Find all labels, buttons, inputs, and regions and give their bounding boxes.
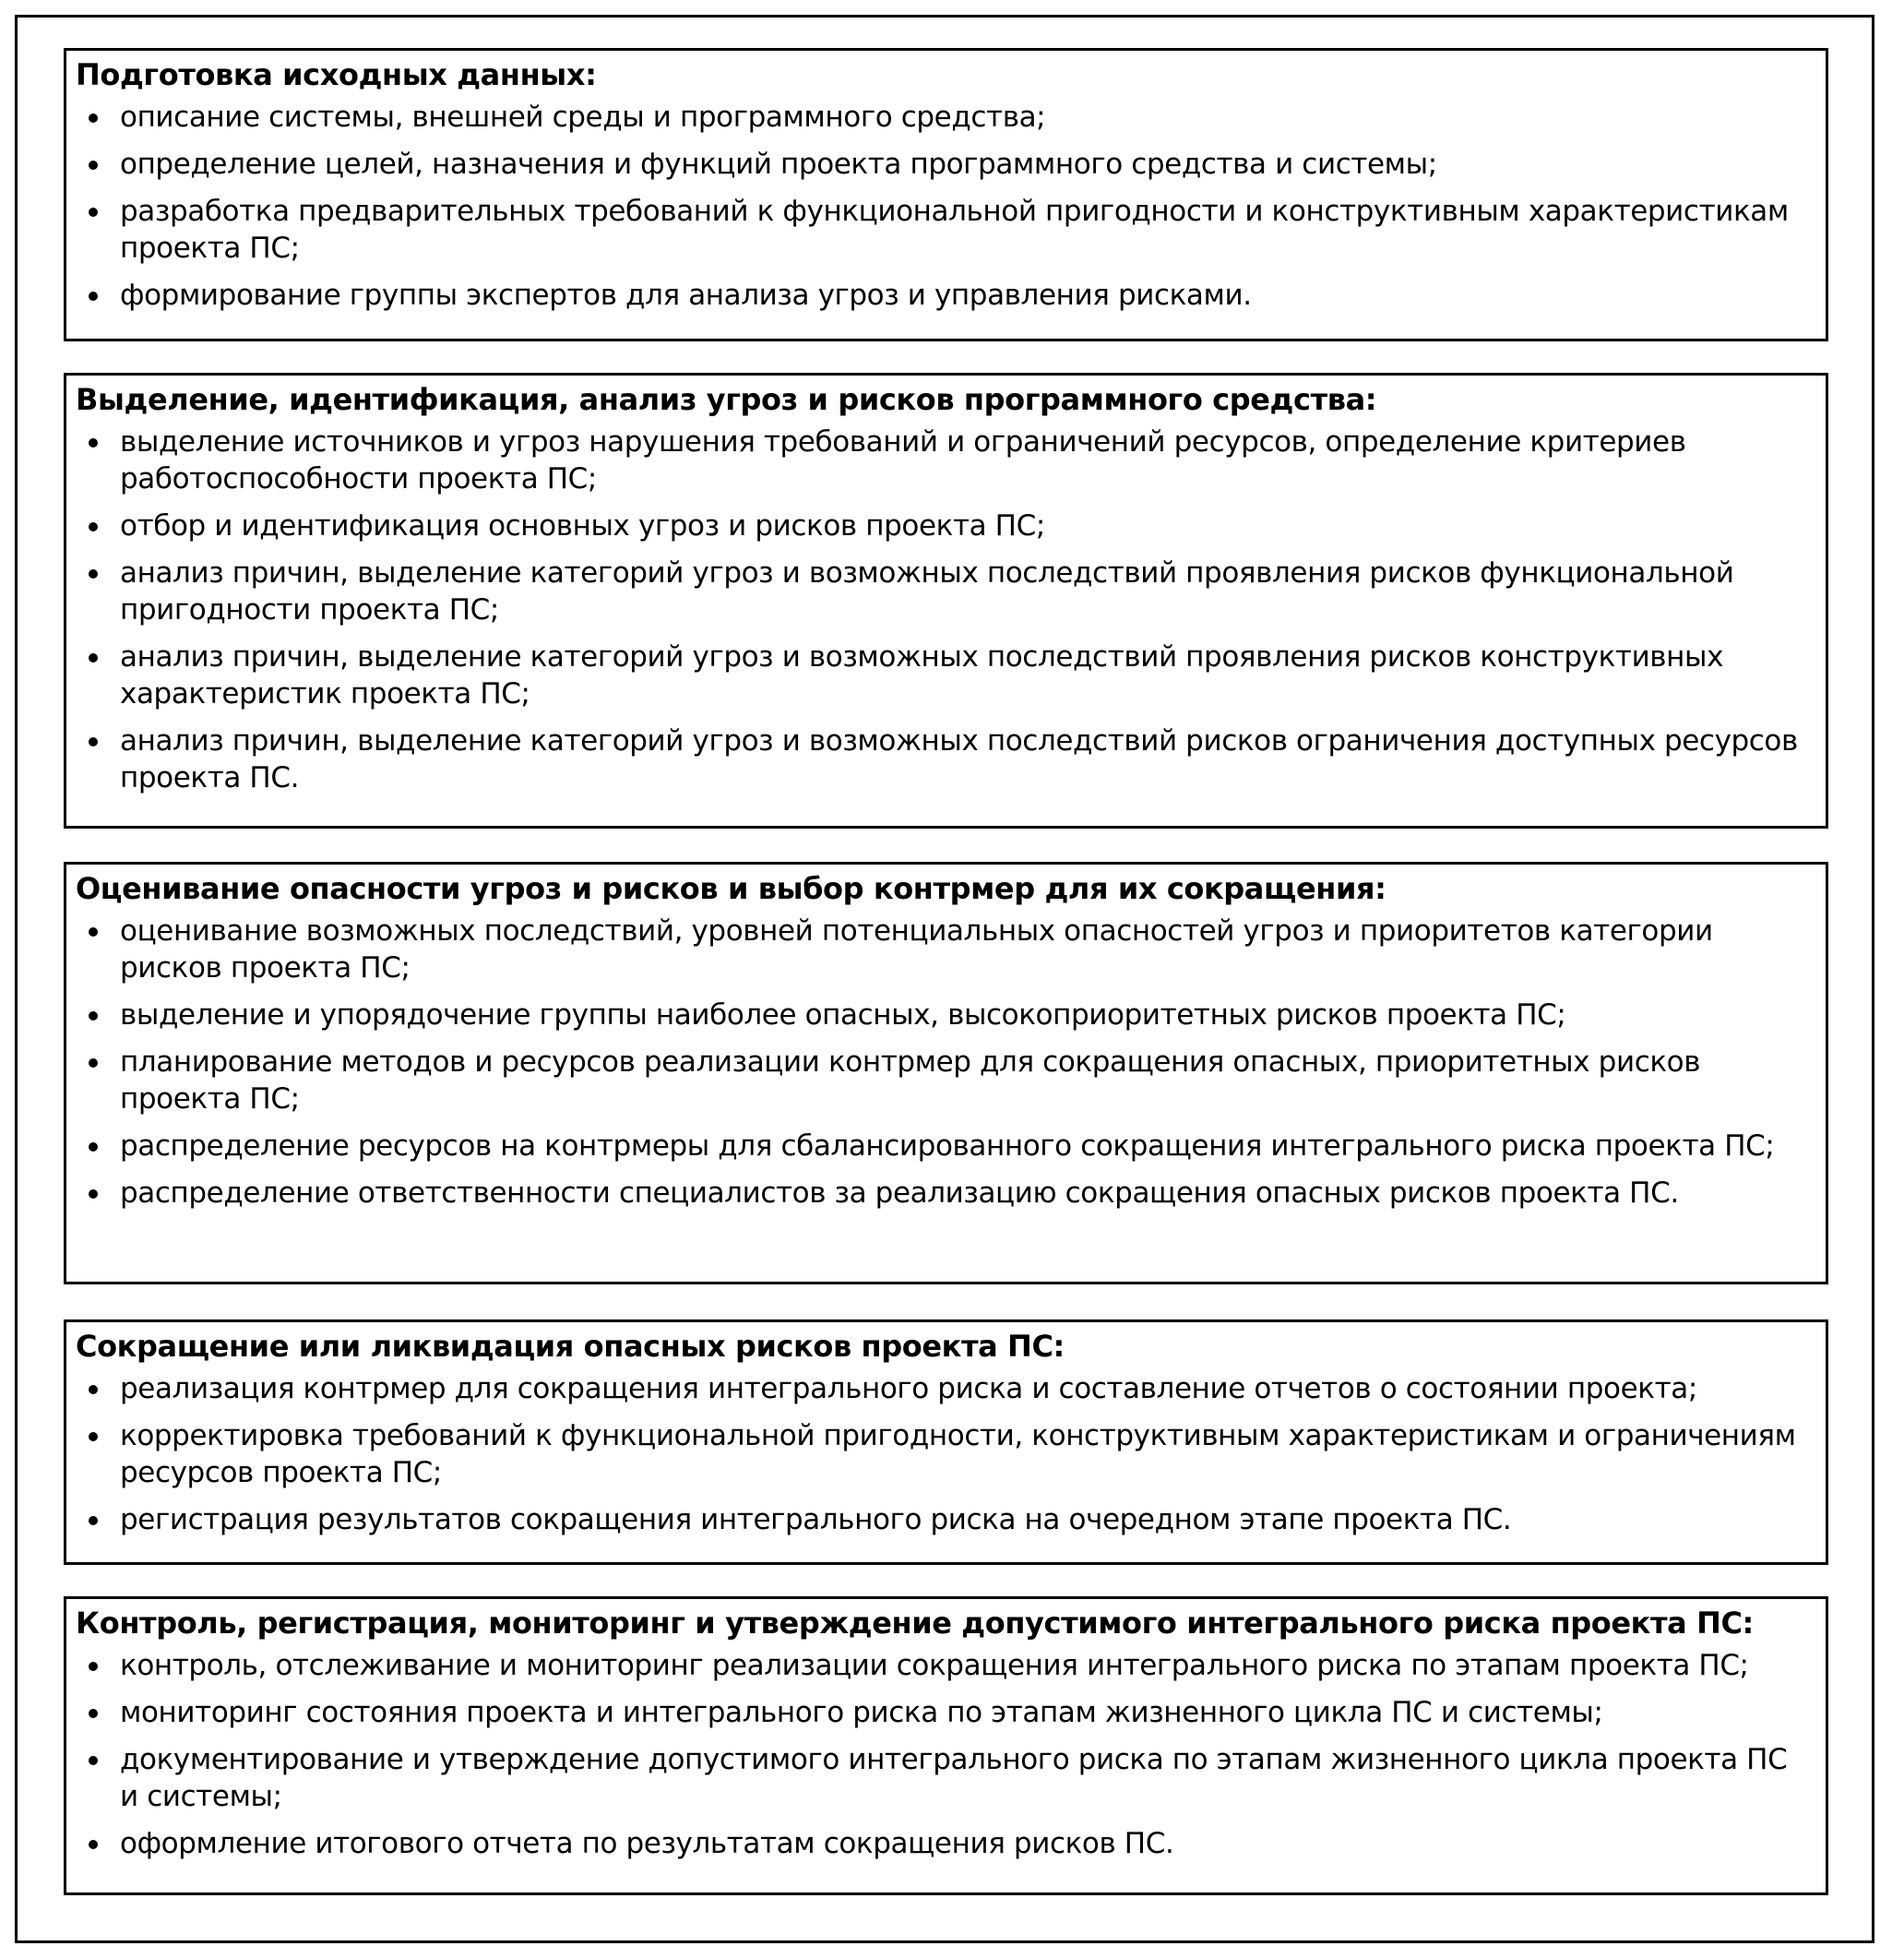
stage-title: Выделение, идентификация, анализ угроз и рисков программного средства: [76, 382, 1377, 417]
list-item [76, 507, 1813, 544]
bullet-icon [89, 1432, 98, 1441]
list-item [76, 1128, 1813, 1164]
list-item-text: распределение ресурсов на контрмеры для сбалансированного сокращения интегрального риска проекта ПС; [120, 1129, 1775, 1163]
bullet-icon [89, 1058, 98, 1068]
list-item-text: оценивание возможных последствий, уровней потенциальных опасностей угроз и приоритетов категории рисков проекта ПС; [120, 914, 1713, 985]
list-item-text: анализ причин, выделение категорий угроз и возможных последствий рисков ограничения доступных ресурсов проекта ПС. [120, 724, 1798, 794]
bullet-icon [89, 1516, 98, 1525]
stage-title: Сокращение или ликвидация опасных рисков проекта ПС: [76, 1329, 1065, 1364]
bullet-icon [89, 1385, 98, 1394]
bullet-icon [89, 438, 98, 448]
bullet-icon [89, 161, 98, 170]
bullet-icon [89, 1756, 98, 1765]
stage-block-risk-reduction [64, 1319, 1828, 1565]
list-item-text: определение целей, назначения и функций проекта программного средства и системы; [120, 148, 1437, 181]
bullet-icon [89, 113, 98, 123]
bullet-icon [89, 569, 98, 579]
list-item-text: отбор и идентификация основных угроз и рисков проекта ПС; [120, 509, 1045, 543]
bullet-icon [89, 208, 98, 217]
list-item [76, 1175, 1813, 1212]
list-item [76, 1694, 1813, 1731]
stage-title: Подготовка исходных данных: [76, 57, 597, 92]
bullet-icon [89, 1709, 98, 1718]
stage-block-input-data [64, 48, 1828, 341]
bullet-icon [89, 292, 98, 301]
list-item-text: корректировка требований к функциональной пригодности, конструктивным характеристикам и ограничениям ресурсов проекта ПС; [120, 1419, 1796, 1489]
list-item-text: описание системы, внешней среды и программного средства; [120, 101, 1046, 134]
list-item-text: выделение источников и угроз нарушения требований и ограничений ресурсов, определение критериев работоспособности проекта ПС; [120, 425, 1686, 495]
bullet-icon [89, 927, 98, 937]
list-item [76, 1825, 1813, 1862]
stage-block-risk-assessment [64, 862, 1828, 1284]
list-item-text: анализ причин, выделение категорий угроз и возможных последствий проявления рисков конструктивных характеристик проекта ПС; [120, 640, 1724, 710]
list-item-text: анализ причин, выделение категорий угроз и возможных последствий проявления рисков функциональной пригодности проекта ПС; [120, 556, 1734, 627]
list-item [76, 1370, 1813, 1407]
list-item [76, 1647, 1813, 1684]
list-item [76, 146, 1813, 183]
bullet-icon [89, 653, 98, 663]
bullet-icon [89, 522, 98, 531]
stage-block-monitoring [64, 1596, 1828, 1895]
list-item-text: контроль, отслеживание и мониторинг реализации сокращения интегрального риска по этапам проекта ПС; [120, 1649, 1749, 1682]
list-item [76, 1044, 1813, 1117]
stage-title: Контроль, регистрация, мониторинг и утверждение допустимого интегрального риска проекта ПС: [76, 1606, 1754, 1641]
list-item-text: оформление итогового отчета по результатам сокращения рисков ПС. [120, 1827, 1174, 1860]
list-item-text: разработка предварительных требований к функциональной пригодности и конструктивным характеристикам проекта ПС; [120, 195, 1789, 265]
list-item [76, 1501, 1813, 1538]
stage-block-threat-identification [64, 373, 1828, 829]
bullet-icon [89, 1142, 98, 1152]
list-item-text: выделение и упорядочение группы наиболее опасных, высокоприоритетных рисков проекта ПС; [120, 998, 1566, 1032]
list-item [76, 193, 1813, 267]
list-item [76, 639, 1813, 712]
list-item-text: планирование методов и ресурсов реализации контрмер для сокращения опасных, приоритетных рисков проекта ПС; [120, 1045, 1701, 1116]
list-item-text: регистрация результатов сокращения интегрального риска на очередном этапе проекта ПС. [120, 1503, 1512, 1536]
list-item-text: распределение ответственности специалистов за реализацию сокращения опасных рисков проекта ПС. [120, 1176, 1679, 1210]
list-item-text: документирование и утверждение допустимого интегрального риска по этапам жизненного цикла проекта ПС и системы; [120, 1743, 1788, 1813]
stage-title: Оценивание опасности угроз и рисков и выбор контрмер для их сокращения: [76, 871, 1386, 906]
bullet-icon [89, 1189, 98, 1199]
list-item-text: реализация контрмер для сокращения интегрального риска и составление отчетов о состоянии проекта; [120, 1372, 1697, 1405]
list-item [76, 997, 1813, 1033]
list-item [76, 1741, 1813, 1815]
list-item [76, 555, 1813, 628]
list-item [76, 277, 1813, 314]
list-item [76, 1417, 1813, 1491]
list-item-text: формирование группы экспертов для анализа угроз и управления рисками. [120, 279, 1252, 312]
list-item [76, 99, 1813, 136]
list-item [76, 424, 1813, 497]
list-item [76, 722, 1813, 796]
bullet-icon [89, 1011, 98, 1021]
list-item-text: мониторинг состояния проекта и интегрального риска по этапам жизненного цикла ПС и системы; [120, 1696, 1603, 1729]
list-item [76, 913, 1813, 986]
bullet-icon [89, 1662, 98, 1671]
bullet-icon [89, 737, 98, 746]
bullet-icon [89, 1840, 98, 1849]
